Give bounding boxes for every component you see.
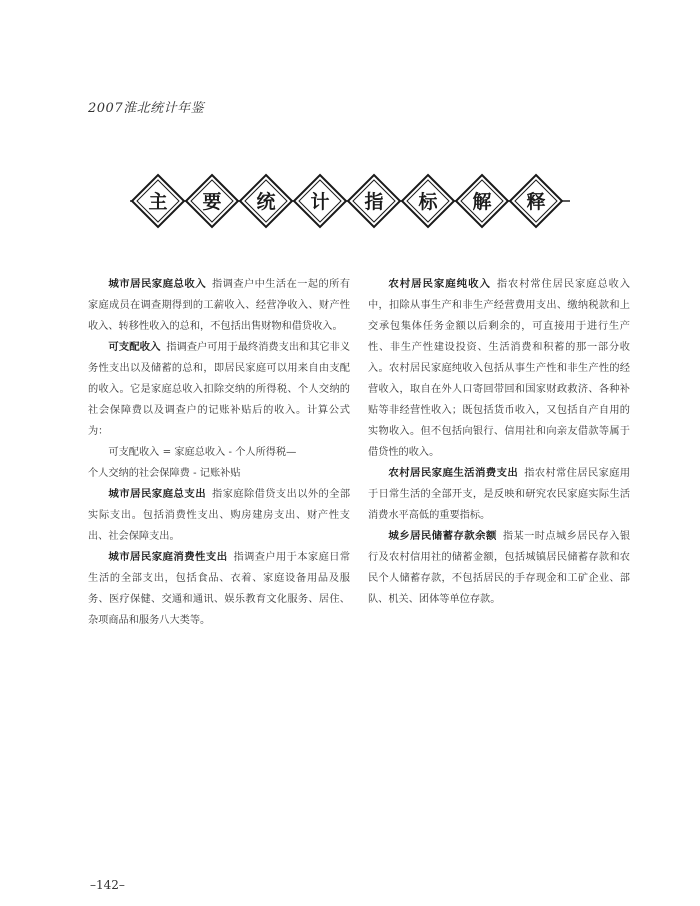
banner-diamond [132, 175, 184, 227]
banner-diamond [186, 175, 238, 227]
definition-text: 指某一时点城乡居民存入银行及农村信用社的储蓄金额，包括城镇居民储蓄存款和农民个人储蓄存款，不包括居民的手存现金和工矿企业、部队、机关、团体等单位存款。 [368, 531, 631, 605]
banner-character: 计 [310, 191, 330, 213]
banner-diamond [456, 175, 508, 227]
term-label: 城市居民家庭消费性支出 [108, 551, 228, 563]
yearbook-header: 2007淮北统计年鉴 [88, 101, 205, 116]
term-label: 农村居民家庭生活消费支出 [388, 467, 519, 479]
definition-text: 指调查户可用于最终消费支出和其它非义务性支出以及储蓄的总和，即居民家庭可以用来自由支配的收入。它是家庭总收入扣除交纳的所得税、个人交纳的社会保障费以及调查户的记账补贴后的收入。计算公式为： [88, 342, 351, 437]
definition-rural-consumption-expenditure [368, 463, 630, 526]
banner-character: 指 [364, 191, 384, 213]
definition-text: 指家庭除借贷支出以外的全部实际支出。包括消费性支出、购房建房支出、财产性支出、社会保障支出。 [88, 489, 351, 542]
formula-line-1: 可支配收入 = 家庭总收入 - 个人所得税— [108, 447, 297, 458]
definition-text: 指调查户中生活在一起的所有家庭成员在调查期得到的工薪收入、经营净收入、财产性收入、转移性收入的总和，不包括出售财物和借贷收入。 [88, 279, 351, 332]
definition-urban-total-expenditure [88, 484, 350, 547]
banner-diamond [348, 175, 400, 227]
right-column [368, 274, 630, 610]
banner-diamond [240, 175, 292, 227]
definition-urban-consumption-expenditure [88, 547, 350, 631]
banner-diamond [402, 175, 454, 227]
banner-character: 统 [256, 191, 276, 213]
banner-character: 标 [418, 191, 438, 213]
banner-character: 要 [202, 191, 222, 213]
term-label: 城市居民家庭总收入 [108, 278, 207, 290]
definition-urban-total-income [88, 274, 350, 337]
banner-character: 解 [472, 191, 492, 213]
banner-character: 释 [526, 191, 546, 213]
definition-savings-deposit-balance [368, 526, 630, 610]
term-label: 农村居民家庭纯收入 [388, 278, 491, 290]
term-label: 可支配收入 [108, 341, 161, 353]
left-column [88, 274, 350, 631]
banner-character: 主 [148, 191, 168, 213]
formula-line-2: 个人交纳的社会保障费 - 记账补贴 [88, 468, 241, 479]
term-label: 城乡居民储蓄存款余额 [388, 530, 497, 542]
definition-text: 指农村常住居民家庭用于日常生活的全部开支，是反映和研究农民家庭实际生活消费水平高低的重要指标。 [368, 468, 631, 521]
banner-diamond [294, 175, 346, 227]
definition-rural-net-income [368, 274, 630, 463]
term-label: 城市居民家庭总支出 [108, 488, 207, 500]
definition-text: 指调查户用于本家庭日常生活的全部支出，包括食品、衣着、家庭设备用品及服务、医疗保健、交通和通讯、娱乐教育文化服务、居住、杂项商品和服务八大类等。 [88, 552, 351, 626]
definition-text: 指农村常住居民家庭总收入中，扣除从事生产和非生产经营费用支出、缴纳税款和上交承包集体任务金额以后剩余的，可直接用于进行生产性、非生产性建设投资、生活消费和积蓄的那一部分收入。农村居民家庭纯收入包括从事生产性和非生产性的经营收入，取自在外人口寄回带回和国家财政救济、各种补贴等非经营性收入；既包括货币收入，又包括自产自用的实物收入。但不包括向银行、信用社和向亲友借款等属于借贷性的收入。 [368, 279, 631, 458]
section-title-banner [130, 172, 570, 230]
banner-diamond [510, 175, 562, 227]
page-number: –142– [90, 878, 125, 892]
definition-disposable-income [88, 337, 350, 442]
banner-svg [130, 172, 570, 230]
